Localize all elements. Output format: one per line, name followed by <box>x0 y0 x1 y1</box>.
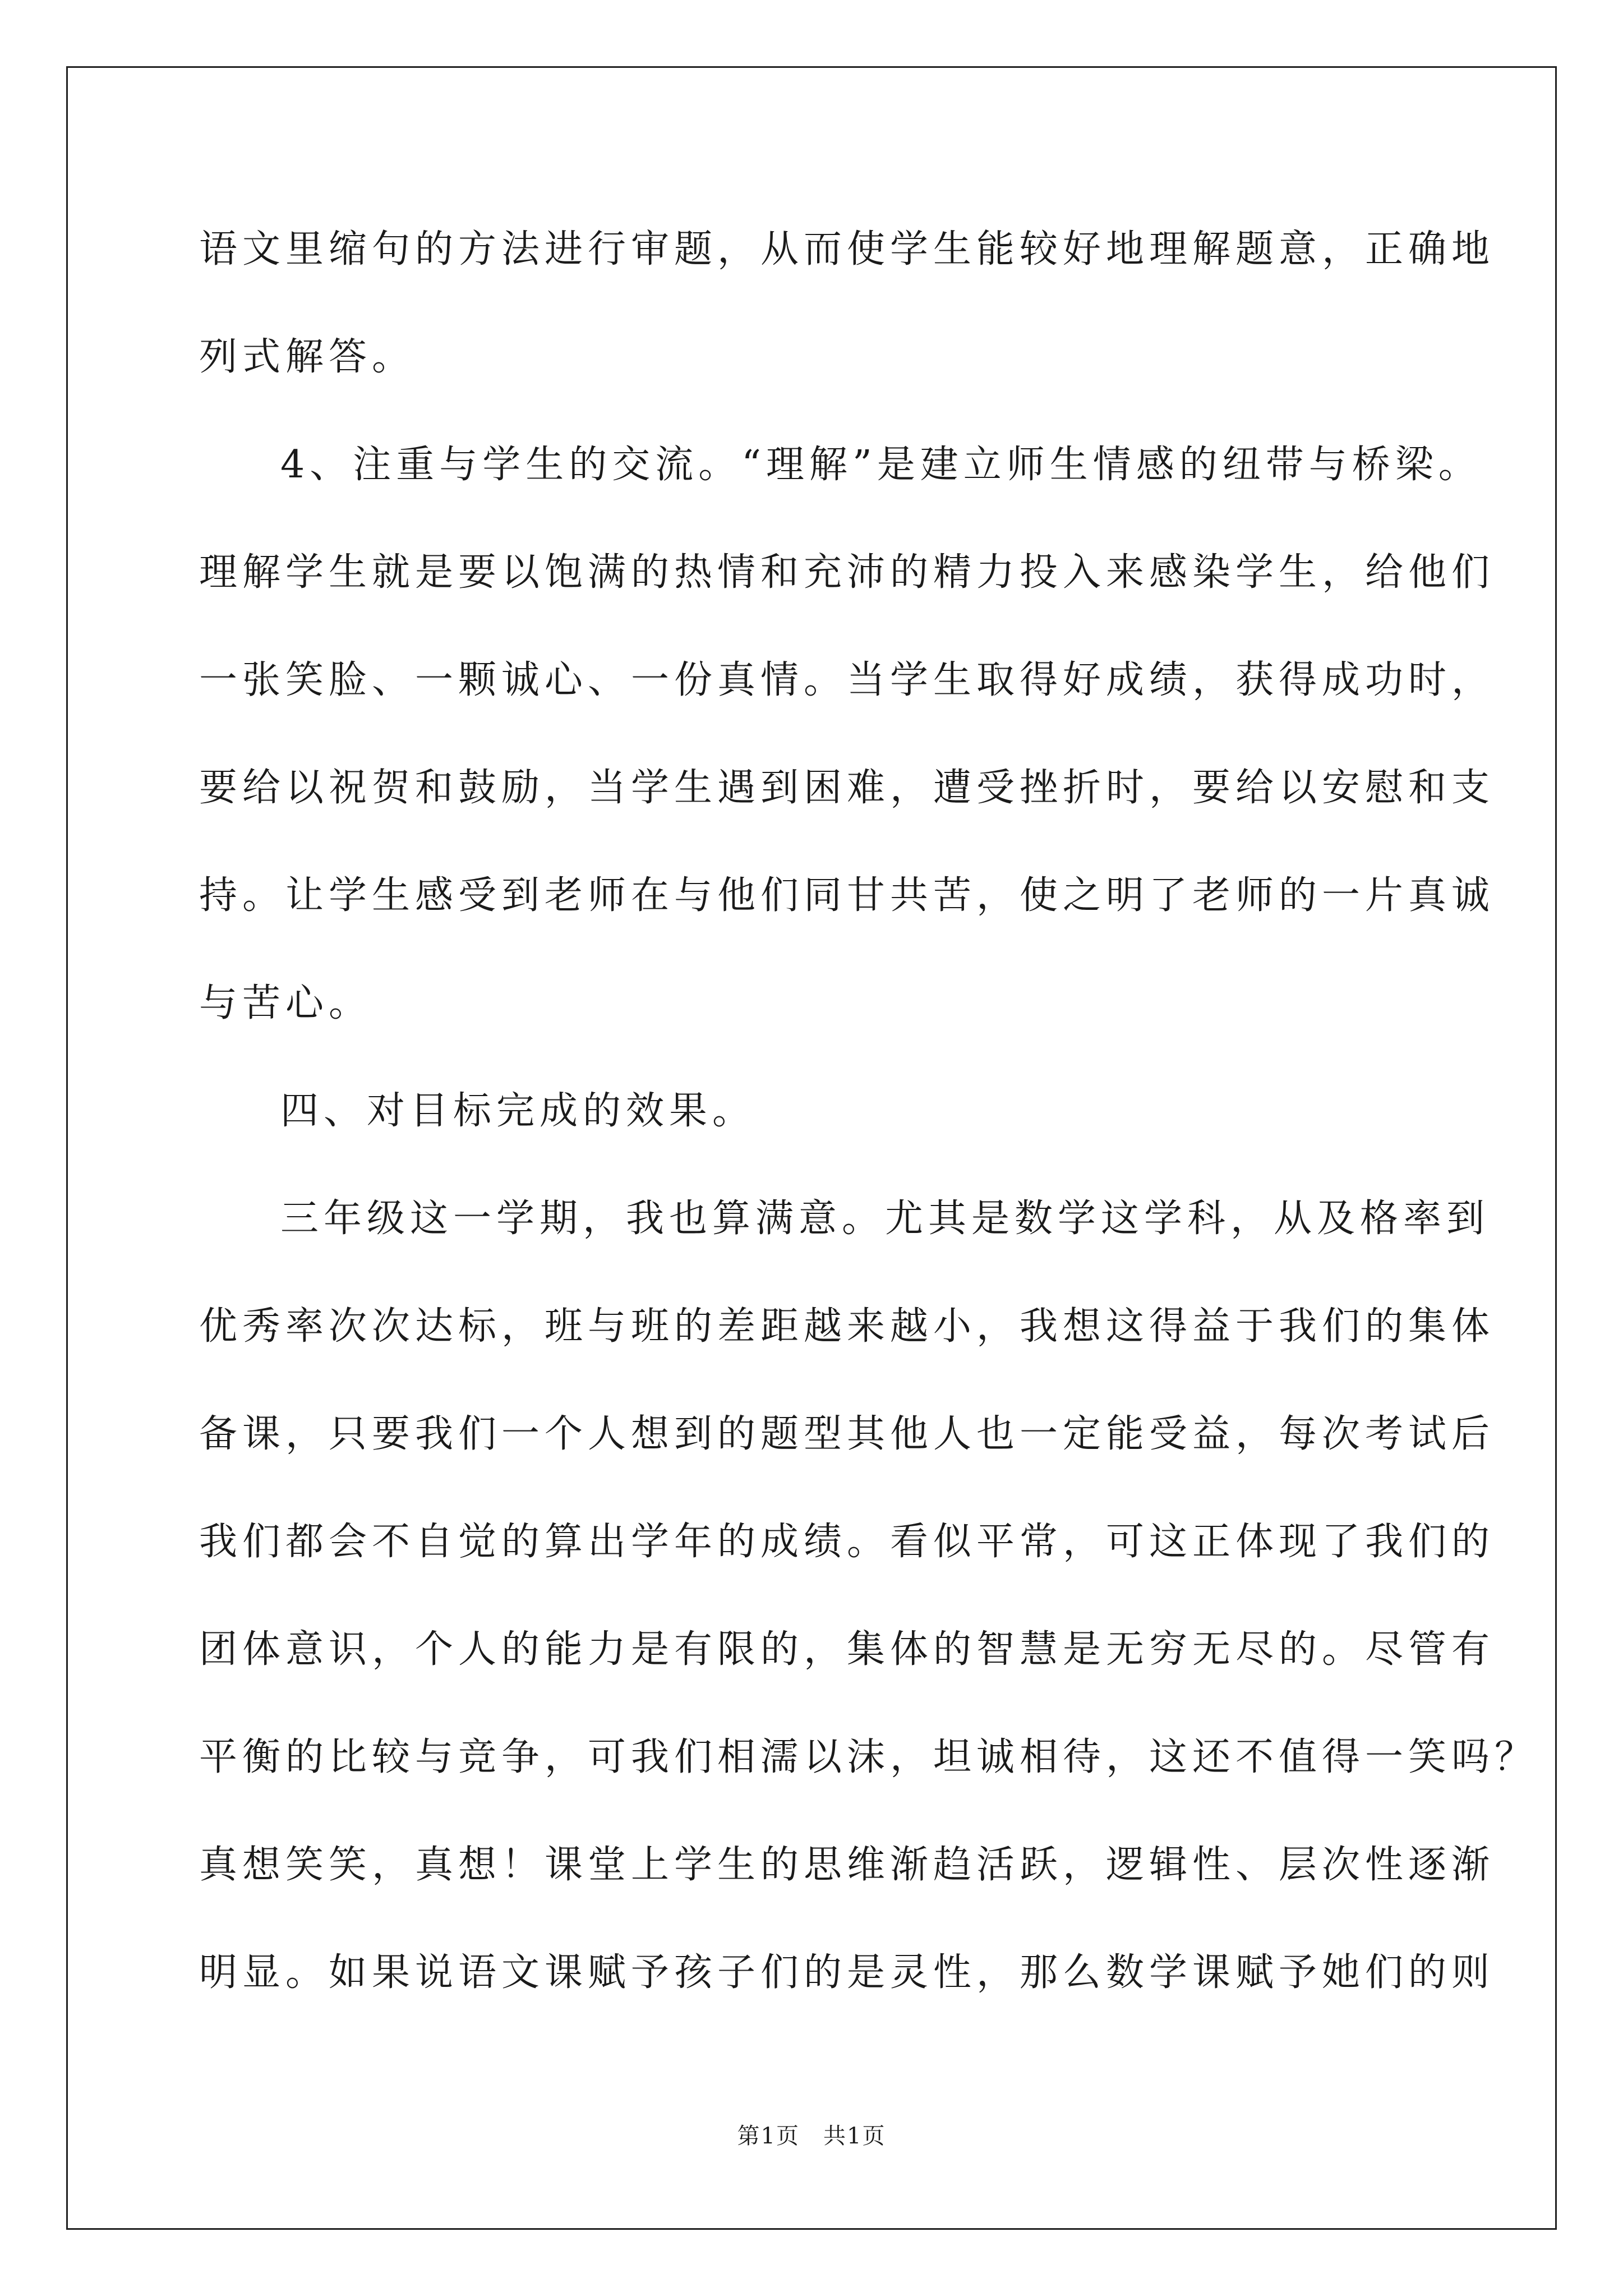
page-footer: 第1页 共1页 <box>737 2123 886 2149</box>
body-line: 语文里缩句的方法进行审题，从而使学生能较好地理解题意，正确地 <box>199 227 1495 272</box>
body-line: 与苦心。 <box>199 981 372 1025</box>
body-line: 团体意识，个人的能力是有限的，集体的智慧是无穷无尽的。尽管有 <box>199 1627 1495 1672</box>
page-border <box>66 66 1557 2230</box>
body-line: 列式解答。 <box>199 335 416 379</box>
body-line: 理解学生就是要以饱满的热情和充沛的精力投入来感染学生，给他们 <box>199 550 1495 595</box>
body-line: 要给以祝贺和鼓励，当学生遇到困难，遭受挫折时，要给以安慰和支 <box>199 766 1495 810</box>
body-line: 平衡的比较与竞争，可我们相濡以沫，坦诚相待，这还不值得一笑吗？ <box>199 1735 1538 1779</box>
body-line: 一张笑脸、一颗诚心、一份真情。当学生取得好成绩，获得成功时， <box>199 658 1495 702</box>
section-heading: 四、对目标完成的效果。 <box>280 1089 756 1133</box>
body-line: 4、注重与学生的交流。“理解”是建立师生情感的纽带与桥梁。 <box>280 443 1482 487</box>
body-line: 明显。如果说语文课赋予孩子们的是灵性，那么数学课赋予她们的则 <box>199 1950 1495 1995</box>
body-line: 备课，只要我们一个人想到的题型其他人也一定能受益，每次考试后 <box>199 1412 1495 1456</box>
body-line: 我们都会不自觉的算出学年的成绩。看似平常，可这正体现了我们的 <box>199 1520 1495 1564</box>
body-line: 持。让学生感受到老师在与他们同甘共苦，使之明了老师的一片真诚 <box>199 873 1495 918</box>
body-line: 真想笑笑，真想！课堂上学生的思维渐趋活跃，逻辑性、层次性逐渐 <box>199 1843 1495 1887</box>
body-line: 优秀率次次达标，班与班的差距越来越小，我想这得益于我们的集体 <box>199 1304 1495 1349</box>
body-line: 三年级这一学期，我也算满意。尤其是数学这学科，从及格率到 <box>280 1197 1490 1241</box>
